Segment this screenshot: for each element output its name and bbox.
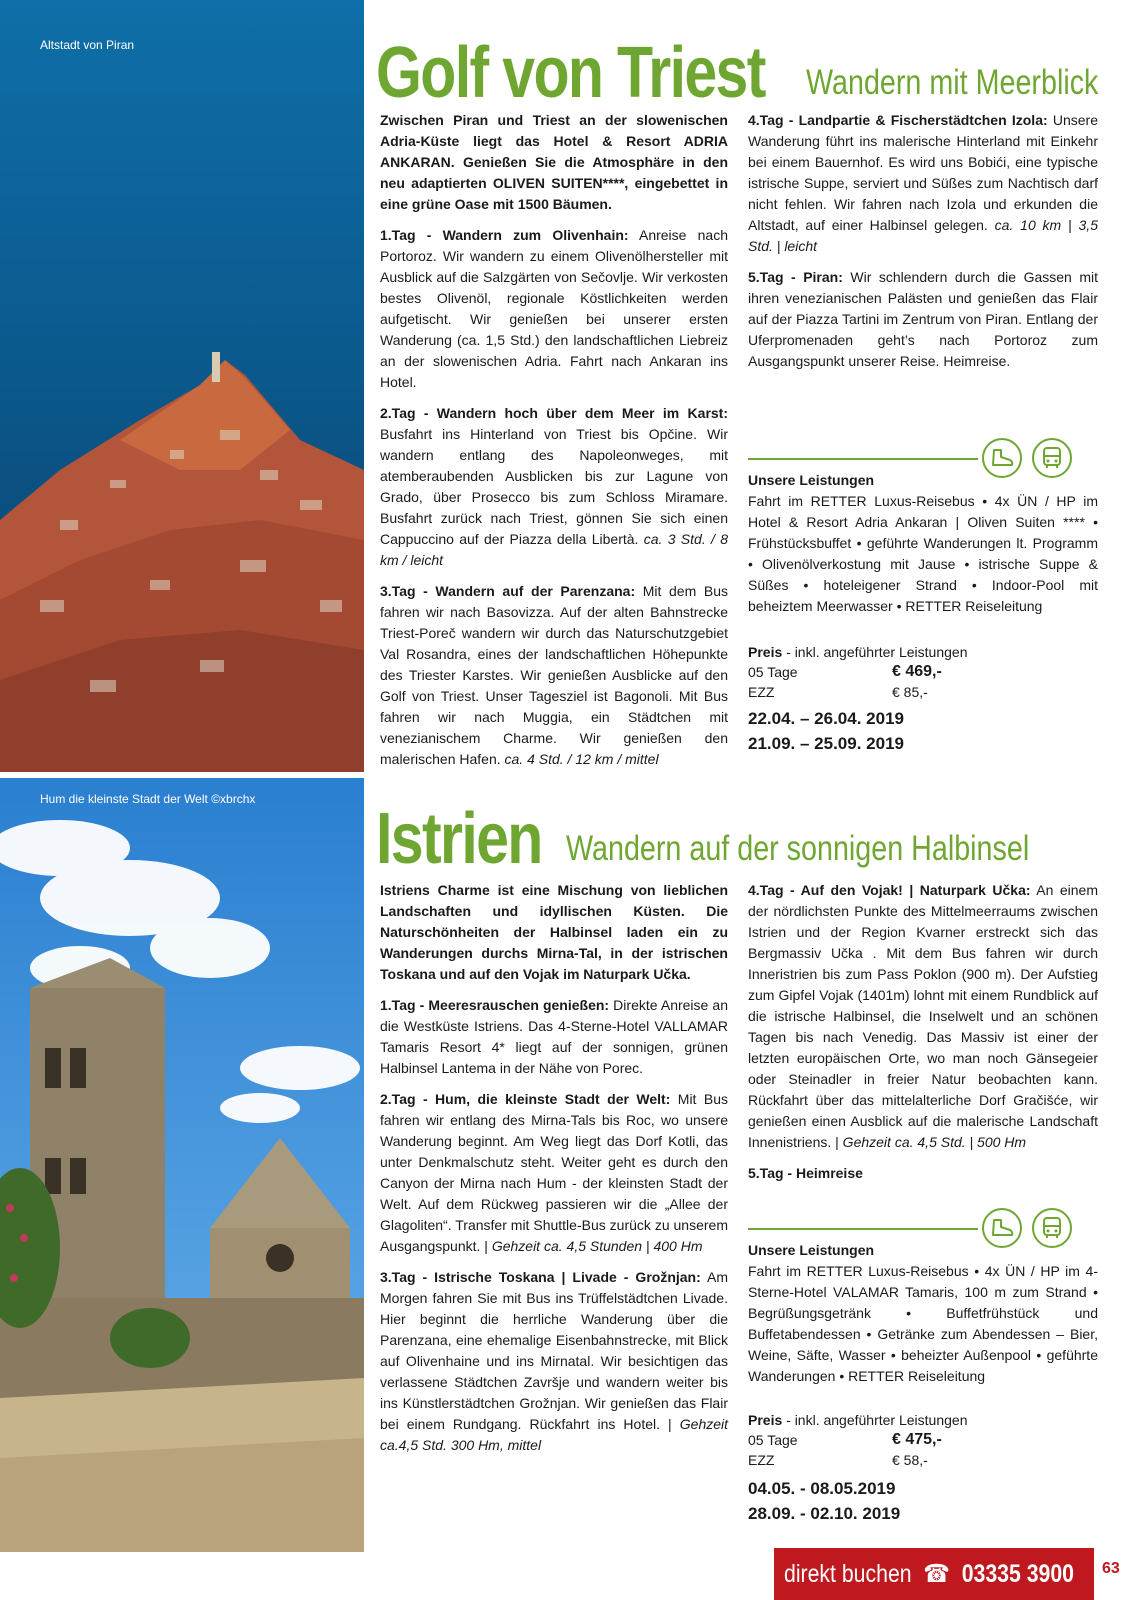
- tour1-separator: [748, 458, 978, 460]
- price-row: 05 Tage € 475,-: [748, 1431, 942, 1448]
- booking-label: direkt buchen: [784, 1560, 912, 1588]
- photo-caption: Hum die kleinste Stadt der Welt ©xbrchx: [40, 792, 256, 806]
- tour1-subtitle-wrap: [806, 63, 1138, 103]
- tour1-day1: 1.Tag - Wandern zum Olivenhain: Anreise nach Portoroz. Wir wandern zu einem Olivenölhersteller mit Ausblick auf die Salzgärten von Sečovlje. Wir verkosten bestes Olivenöl, regionale Köstlichkeiten werden aufgetischt. Wir genießen bei unserer ersten Wanderung (ca. 1,5 Std.) den landschaftlichen Liebreiz an der slowenischen Adria. Fahrt nach Ankaran ins Hotel.: [380, 227, 728, 390]
- tour2-day3: 3.Tag - Istrische Toskana | Livade - Grožnjan: Am Morgen fahren Sie mit Bus ins Trüffelstädtchen Livade. Hier beginnt die herrliche Wanderung über die Parenzana, eine ehemalige Eisenbahnstrecke, mit Blick auf Olivenhaine und ins Mirnatal. Wir besichtigen das verlassene Städtchen Završje und wandern weiter bis ins Künstlerstädtchen Grožnjan. Wir genießen das Flair bei einem Rundgang. Rückfahrt ins Hotel. | Gehzeit ca.4,5 Std. 300 Hm, mittel: [380, 1269, 729, 1453]
- photo-caption: Altstadt von Piran: [40, 38, 135, 52]
- tour1-subtitle: Wandern mit Meerblick: [806, 63, 1099, 102]
- date-range: 04.05. - 08.05.2019: [748, 1479, 896, 1498]
- tour1-column-left: [380, 110, 728, 780]
- page-number: 63: [1102, 1560, 1120, 1577]
- booking-bar[interactable]: [774, 1548, 1094, 1600]
- tour1-price: [748, 642, 1048, 702]
- tour2-subtitle-wrap: [566, 829, 1131, 869]
- tour1-day2: 2.Tag - Wandern hoch über dem Meer im Karst: Busfahrt ins Hinterland von Triest bis Opčine. Wir wandern entlang des Napoleonweges, mit atemberaubenden Ausblicken bis zur Lagune von Grado, über Prosecco bis zum Schloss Miramare. Busfahrt zurück nach Triest, gönnen Sie sich einen Cappuccino auf der Piazza della Libertà. ca. 3 Std. / 8 km / leicht: [380, 405, 728, 568]
- tour2-dates: [748, 1476, 900, 1526]
- date-range: 22.04. – 26.04. 2019: [748, 709, 904, 728]
- services-title: Unsere Leistungen: [748, 472, 875, 488]
- tour1-intro: Zwischen Piran und Triest an der slowenischen Adria-Küste liegt das Hotel & Resort ADRIA ANKARAN. Genießen Sie die Atmosphäre in den neu adaptierten OLIVEN SUITEN****, eingebettet in eine grüne Oase mit 1500 Bäumen.: [380, 112, 728, 212]
- tour2-subtitle: Wandern auf der sonnigen Halbinsel: [566, 829, 1030, 868]
- price-heading: Preis - inkl. angeführter Leistungen: [748, 644, 968, 660]
- tour1-dates: [748, 706, 904, 756]
- phone-number[interactable]: 03335 3900: [961, 1560, 1074, 1588]
- booking-text: [784, 1559, 1074, 1589]
- tour2-column-right: [748, 880, 1098, 1194]
- tour2-day5: 5.Tag - Heimreise: [748, 1165, 863, 1181]
- date-range: 28.09. - 02.10. 2019: [748, 1504, 901, 1523]
- tour1-column-right: [748, 110, 1098, 382]
- price-row: 05 Tage € 469,-: [748, 663, 942, 680]
- tour2-day4: 4.Tag - Auf den Vojak! | Naturpark Učka: An einem der nördlichsten Punkte des Mittelmeerraums zwischen Istrien und der Region Kvarner erstreckt sich das Bergmassiv Učka . Mit dem Bus fahren wir durch Inneristrien bis zum Pass Poklon (900 m). Der Aufstieg zum Gipfel Vojak (1401m) lohnt mit einem Rundblick auf die istrische Halbinsel, die Inselwelt und an schönen Tagen bis nach Venedig. Das Massiv ist einer der letzten europäischen Orte, wo man noch Gänsegeier oder Steinadler in freier Natur beobachten kann. Rückfahrt über das mittelalterliche Dorf Gračišće, wir genießen einen Ausblick auf die malerische Landschaft Innenistriens. | Gehzeit ca. 4,5 Std. | 500 Hm: [748, 882, 1099, 1150]
- tour2-services: [748, 1240, 1098, 1397]
- tour2-intro: Istriens Charme ist eine Mischung von lieblichen Landschaften und idyllischen Küsten. Die Naturschönheiten der Halbinsel laden ein zu Wanderungen durchs Mirna-Tal, in der istrischen Toskana und auf den Vojak im Naturpark Učka.: [380, 882, 728, 982]
- services-text: Fahrt im RETTER Luxus-Reisebus • 4x ÜN / HP im Hotel & Resort Adria Ankaran | Oliven Suiten **** • Frühstücksbuffet • geführte Wanderungen lt. Programm • Olivenölverkostung mit Jause • istrische Suppe & Süßes • hoteleigener Strand • Indoor-Pool mit beheiztem Meerwasser • RETTER Reiseleitung: [748, 493, 1098, 614]
- piran-photo: [0, 0, 364, 772]
- tour1-day4: 4.Tag - Landpartie & Fischerstädtchen Izola: Unsere Wanderung führt ins malerische Hinterland mit Einkehr bei einem Bauernhof. Es wird uns Bobići, eine typische istrische Suppe, serviert und Süßes zum Nachtisch darf nicht fehlen. Wir fahren nach Izola und erkunden die Altstadt, auf einer Halbinsel gelegen. ca. 10 km | 3,5 Std. | leicht: [748, 112, 1099, 254]
- tour2-heading: [376, 798, 578, 880]
- tour1-services: [748, 470, 1098, 627]
- services-text: Fahrt im RETTER Luxus-Reisebus • 4x ÜN / HP im 4-Sterne-Hotel VALAMAR Tamaris, 100 m zum Strand • Begrüßungsgetränk • Buffetfrühstück und Buffetabendessen • Getränke zum Abendessen – Bier, Weine, Säfte, Wasser • beheizter Außenpool • geführte Wanderungen • RETTER Reiseleitung: [748, 1263, 1098, 1384]
- tour1-day5: 5.Tag - Piran: Wir schlendern durch die Gassen mit ihren venezianischen Palästen und genießen das Flair auf der Piazza Tartini im Zentrum von Piran. Entlang der Uferpromenaden geht’s nach Portoroz zum Ausgangspunkt unserer Reise. Heimreise.: [748, 269, 1098, 369]
- tour2-day2: 2.Tag - Hum, die kleinste Stadt der Welt: Mit Bus fahren wir entlang des Mirna-Tals bis Roc, wo unsere Wanderung beginnt. Am Weg liegt das Dorf Kotli, das unter Denkmalschutz steht. Weiter geht es durch den Canyon der Mirna nach Hum - der kleinsten Stadt der Welt. Auf dem Rückweg passieren wir die „Allee der Glagoliten“. Transfer mit Shuttle-Bus zurück zu unserem Ausgangspunkt. | Gehzeit ca. 4,5 Stunden | 400 Hm: [380, 1091, 728, 1254]
- date-range: 21.09. – 25.09. 2019: [748, 734, 904, 753]
- tour1-heading: [376, 32, 850, 114]
- price-row: EZZ € 85,-: [748, 684, 928, 700]
- tour2-title: Istrien: [376, 799, 542, 879]
- tour2-column-left: [380, 880, 728, 1466]
- services-title: Unsere Leistungen: [748, 1242, 875, 1258]
- price-row: EZZ € 58,-: [748, 1452, 928, 1468]
- tour2-separator: [748, 1228, 978, 1230]
- tour1-day3: 3.Tag - Wandern auf der Parenzana: Mit dem Bus fahren wir nach Basovizza. Auf der alten Bahnstrecke Triest-Poreč wandern wir durch das Naturschutzgebiet Val Rosandra, eines der landschaftlichen Höhepunkte des Triester Karstes. Wir genießen Ausblicke auf den Golf von Triest. Unser Tagesziel ist Bagonoli. Mit Bus fahren wir nach Muggia, ein Städtchen mit venezianischem Charme. Wir genießen den malerischen Hafen. ca. 4 Std. / 12 km / mittel: [380, 583, 728, 767]
- price-heading: Preis - inkl. angeführter Leistungen: [748, 1412, 968, 1428]
- tour2-price: [748, 1410, 1048, 1470]
- tour2-day1: 1.Tag - Meeresrauschen genießen: Direkte Anreise an die Westküste Istriens. Das 4-Sterne-Hotel VALLAMAR Tamaris Resort 4* liegt auf der sonnigen, grünen Halbinsel Lantema in der Nähe von Porec.: [380, 997, 728, 1076]
- phone-icon: ☎: [917, 1560, 956, 1588]
- tour1-title: Golf von Triest: [376, 33, 765, 113]
- hum-photo: [0, 778, 364, 1552]
